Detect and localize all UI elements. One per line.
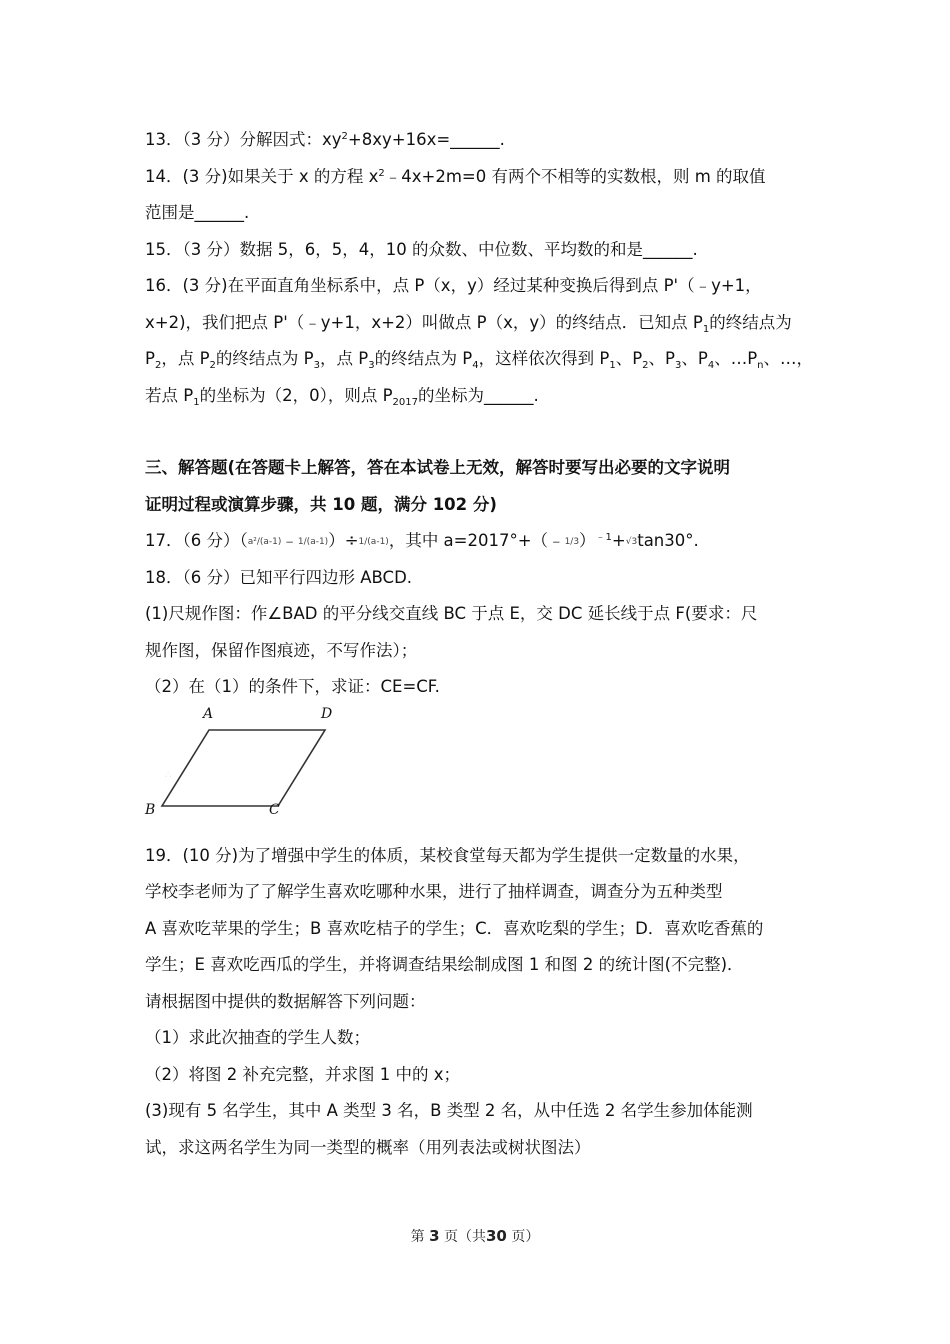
- q16-l3-text: 、…P: [714, 349, 758, 368]
- footer-text: 页（共: [444, 1229, 486, 1245]
- q16-l2-text-end: 的终结点为: [709, 312, 792, 332]
- q16-l3-sub: 2: [642, 360, 649, 371]
- question-16-line-1: 16．(3 分)在平面直角坐标系中，点 P（x，y）经过某种变换后得到点 P'（﹣y+1，: [145, 276, 762, 295]
- question-13: [145, 122, 810, 159]
- q16-l3-text: 、…，: [763, 349, 813, 368]
- question-18-line-3: 规作图，保留作图痕迹，不写作法）；: [145, 640, 418, 660]
- question-14-line-1: [145, 159, 810, 196]
- q17-text: tan30°.: [637, 531, 699, 550]
- q17-fraction: 1/(a-1): [358, 537, 389, 547]
- q17-text: ）: [579, 531, 596, 550]
- question-18-line-2: (1)尺规作图：作∠BAD 的平分线交直线 BC 于点 E，交 DC 延长线于点 F(要求：尺: [145, 604, 758, 623]
- vertex-label-c: C: [269, 801, 280, 818]
- question-19-line-3: A 喜欢吃苹果的学生；B 喜欢吃桔子的学生；C．喜欢吃梨的学生；D．喜欢吃香蕉的: [145, 918, 764, 938]
- q17-minus: ﹣: [281, 531, 298, 550]
- watermark-mark: ∴: [165, 769, 172, 781]
- q16-l3-text: 的终结点为 P: [215, 349, 314, 368]
- q16-l4-text: 若点 P: [145, 385, 194, 405]
- question-16-line-4: [145, 378, 810, 415]
- q17-fraction: 1/(a-1): [297, 537, 329, 547]
- question-16-line-2: [145, 305, 810, 342]
- question-19-line-2: 学校李老师为了了解学生喜欢吃哪种水果，进行了抽样调查，调查分为五种类型: [145, 882, 723, 901]
- q16-l3-sub: 3: [675, 360, 682, 371]
- q13-text-end: +8xy+16x=______.: [347, 130, 505, 149]
- question-19-sub-3-line-2: 试，求这两名学生为同一类型的概率（用列表法或树状图法）: [145, 1137, 591, 1157]
- q14-text-end: ﹣4x+2m=0 有两个不相等的实数根，则 m 的取值: [384, 166, 766, 186]
- question-19-line-5: 请根据图中提供的数据解答下列问题：: [145, 991, 426, 1011]
- q16-l3-sub: 4: [472, 360, 479, 371]
- page-footer: [0, 1226, 950, 1246]
- q16-l3-sub: 1: [609, 360, 616, 371]
- parallelogram-figure: [145, 705, 345, 822]
- q16-l4-text: 的坐标为______.: [417, 385, 539, 405]
- vertex-label-d: D: [321, 705, 333, 722]
- q16-l3-sub: 3: [368, 360, 375, 371]
- q16-l3-text: ，这样依次得到 P: [478, 349, 610, 368]
- question-18-line-4: （2）在（1）的条件下，求证：CE=CF.: [145, 677, 440, 696]
- q16-l3-text: 的终结点为 P: [374, 349, 473, 368]
- q16-l2-sub: 1: [702, 323, 710, 335]
- question-19-line-1: 19．(10 分)为了增强中学生的体质，某校食堂每天都为学生提供一定数量的水果，: [145, 845, 750, 865]
- q16-l4-sub: 2017: [392, 396, 418, 408]
- section-3-heading-line-1: 三、解答题(在答题卡上解答，答在本试卷上无效，解答时要写出必要的文字说明: [145, 458, 731, 477]
- q16-l3-text: 、P: [681, 349, 708, 368]
- q17-text: +: [611, 531, 626, 550]
- q16-l3-sub: 2: [154, 360, 162, 371]
- q16-l3-sub: 2: [209, 360, 216, 371]
- footer-text: 页）: [511, 1229, 540, 1245]
- footer-page-number: 3: [429, 1227, 440, 1245]
- question-19-sub-1: （1）求此次抽查的学生人数；: [145, 1028, 370, 1047]
- q16-l4-text: 的坐标为（2，0），则点 P: [199, 385, 393, 405]
- q16-l3-text: 、P: [615, 349, 643, 368]
- question-19-sub-3-line-1: (3)现有 5 名学生，其中 A 类型 3 名，B 类型 2 名，从中任选 2 名学生参加体能测: [145, 1101, 753, 1120]
- q16-l2-text: x+2)，我们把点 P'（﹣y+1，x+2）叫做点 P（x，y）的终结点．已知点 P: [145, 312, 703, 332]
- q16-l3-text: ，点 P: [161, 349, 210, 368]
- q17-fraction: a²/(a-1): [247, 537, 282, 547]
- q17-exponent: ﹣1: [595, 532, 612, 543]
- question-16-line-3: [145, 341, 813, 378]
- footer-total-pages: 30: [486, 1227, 507, 1245]
- q16-l4-sub: 1: [193, 396, 200, 408]
- parallelogram-shape: [162, 730, 325, 806]
- footer-text: 第: [410, 1229, 425, 1245]
- q16-l3-text: ，点 P: [319, 349, 369, 368]
- question-18-line-1: 18．（6 分）已知平行四边形 ABCD.: [145, 567, 413, 587]
- page-content: [145, 122, 813, 1166]
- q17-text: ，其中 a=2017°+（﹣: [388, 531, 565, 550]
- q16-l3-p: P: [145, 349, 155, 368]
- q16-l3-text: 、P: [648, 349, 675, 368]
- question-17: [145, 523, 810, 560]
- question-14-line-2: 范围是______.: [145, 203, 250, 222]
- q16-l3-sub: n: [757, 360, 764, 371]
- q17-text: 17．（6 分）（: [145, 531, 248, 550]
- q13-text: 13．（3 分）分解因式：xy: [145, 130, 342, 149]
- question-19-sub-2: （2）将图 2 补充完整，并求图 1 中的 x；: [145, 1064, 460, 1084]
- question-19-line-4: 学生；E 喜欢吃西瓜的学生，并将调查结果绘制成图 1 和图 2 的统计图(不完整)．: [145, 955, 744, 974]
- section-3-heading-line-2: 证明过程或演算步骤，共 10 题，满分 102 分): [145, 494, 497, 514]
- q14-exponent: 2: [378, 167, 385, 179]
- parallelogram-diagram: [145, 712, 345, 822]
- vertex-label-a: A: [203, 705, 214, 722]
- q16-l3-sub: 4: [707, 360, 715, 371]
- vertex-label-b: B: [145, 801, 156, 818]
- q16-l3-sub: 3: [313, 360, 320, 371]
- q17-text: ）÷: [328, 531, 359, 550]
- q14-text: 14．(3 分)如果关于 x 的方程 x: [145, 166, 379, 186]
- section-gap: [145, 414, 810, 450]
- question-15: 15．（3 分）数据 5，6，5，4，10 的众数、中位数、平均数的和是______.: [145, 239, 698, 259]
- q13-exponent: 2: [341, 131, 348, 142]
- q17-sqrt: √3: [625, 537, 638, 547]
- q17-fraction: 1/3: [564, 537, 580, 547]
